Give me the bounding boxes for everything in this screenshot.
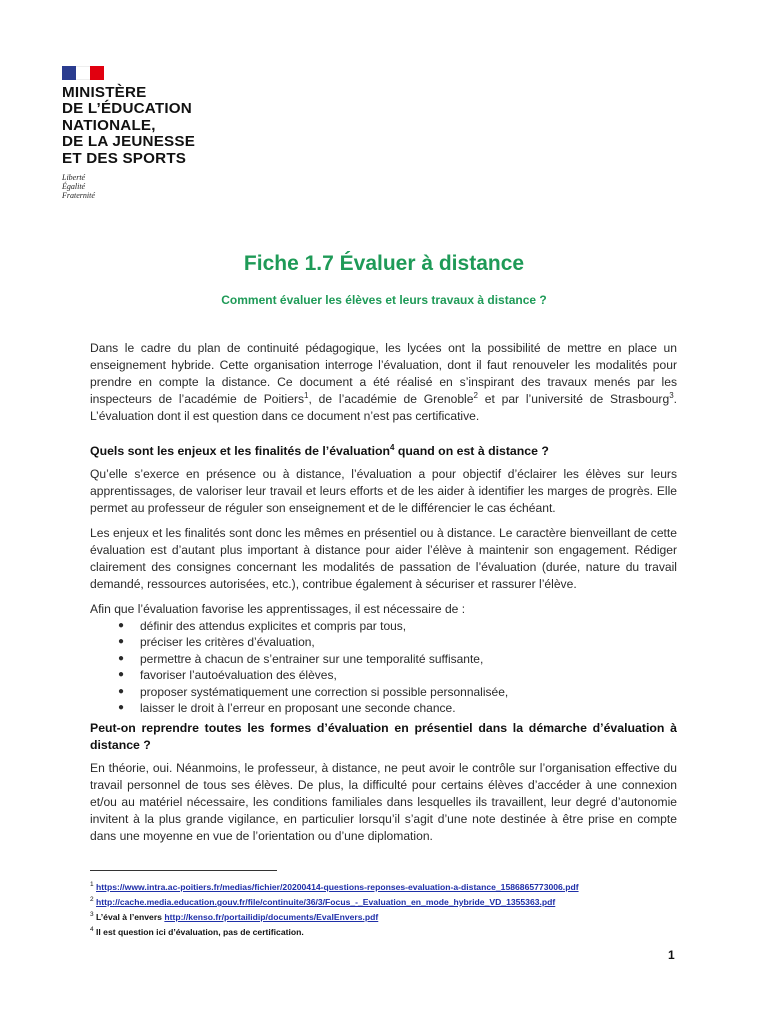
footnote-number: 4 bbox=[90, 926, 94, 933]
intro-text: Dans le cadre du plan de continuité pédagogique, les lycées ont la possibilité de mettre en place un enseignement hybride. Cette organisation interroge l’évaluation, dont il faut renouveler les modalités pour prendre en compte la distance. Ce document a été réalisé en s’inspirant des travaux menés par les inspecteurs de l’académie de Poitiers bbox=[90, 341, 677, 406]
motto-line: Égalité bbox=[62, 182, 86, 192]
footnote-text: L’éval à l’envers bbox=[96, 911, 165, 922]
footnote bbox=[90, 924, 304, 938]
footnote-number: 3 bbox=[90, 911, 94, 918]
ministry-line: MINISTÈRE bbox=[62, 84, 147, 101]
footnote bbox=[90, 879, 579, 893]
footnote-ref[interactable]: 1 bbox=[304, 390, 309, 400]
list-item: ● favoriser l’autoévaluation des élèves, bbox=[118, 668, 337, 683]
footnote bbox=[90, 894, 555, 908]
intro-text: et par l’université de Strasbourg bbox=[477, 392, 670, 406]
paragraph: En théorie, oui. Néanmoins, le professeur, à distance, ne peut avoir le contrôle sur l’organisation effective du travail personnel de tous ses élèves. De plus, la difficulté pour certains élèves d’accéder à une connexion et/ou au matériel nécessaire, les conditions familiales dans lesquelles ils travaillent, leur degré d’autonomie invitent à la plus grande vigilance, en particulier lorsqu’il s’agit d’une note destinée à être prise en compte dans une moyenne en vue de l’orientation ou d’une diplomation. bbox=[90, 761, 677, 843]
paragraph: Qu’elle s’exerce en présence ou à distance, l’évaluation a pour objectif d’éclairer les élèves sur leurs apprentissages, de valoriser leur travail et leurs efforts et de les aider à identifier les marges de progrès. Elle permet au professeur de réguler son enseignement et de le différencier le cas échéant. bbox=[90, 467, 677, 515]
heading-text: Quels sont les enjeux et les finalités de l’évaluation bbox=[90, 444, 391, 458]
footnote-ref[interactable]: 3 bbox=[669, 390, 674, 400]
footnote-number: 1 bbox=[90, 881, 94, 888]
motto-line: Fraternité bbox=[62, 191, 95, 201]
heading-text: quand on est à distance ? bbox=[394, 444, 549, 458]
page-title: Fiche 1.7 Évaluer à distance bbox=[243, 252, 525, 275]
intro-text: , de l’académie de Grenoble bbox=[308, 392, 474, 406]
requirements-list bbox=[90, 618, 677, 716]
heading-text: Peut-on reprendre toutes les formes d’évaluation en présentiel dans la démarche d’évaluation à distance ? bbox=[90, 721, 677, 752]
section1-body bbox=[90, 466, 677, 716]
motto-line: Liberté bbox=[62, 173, 86, 183]
footnote-text: Il est question ici d’évaluation, pas de certification. bbox=[96, 926, 304, 937]
page-number: 1 bbox=[668, 948, 675, 962]
section-heading bbox=[90, 720, 677, 754]
page-subtitle: Comment évaluer les élèves et leurs travaux à distance ? bbox=[221, 293, 547, 307]
ministry-line: ET DES SPORTS bbox=[62, 149, 187, 167]
paragraph: Les enjeux et les finalités sont donc les mêmes en présentiel ou à distance. Le caractère bienveillant de cette évaluation est d’autant plus important à distance pour aider l’élève à maintenir son engagement. Rédiger clairement des consignes concernant les modalités de passation de l’évaluation (durée, nature du travail demandé, ressources autorisées, etc.), contribue également à sécuriser et rassurer l’élève. bbox=[90, 526, 677, 591]
list-item: ● définir des attendus explicites et compris par tous, bbox=[118, 619, 407, 633]
footnote-link[interactable]: https://www.intra.ac-poitiers.fr/medias/fichier/20200414-questions-reponses-evaluation-a-distance_1586865773006.pdf bbox=[96, 881, 579, 892]
list-item: ● permettre à chacun de s’entrainer sur une temporalité suffisante, bbox=[118, 651, 484, 666]
footnote-divider bbox=[90, 870, 277, 871]
list-item: ● proposer systématiquement une correction si possible personnalisée, bbox=[118, 684, 509, 699]
ministry-line: DE LA JEUNESSE bbox=[62, 133, 196, 151]
list-item: ● préciser les critères d’évaluation, bbox=[118, 635, 315, 650]
republic-motto bbox=[62, 173, 222, 200]
section2-body bbox=[90, 760, 677, 845]
footnote bbox=[90, 909, 378, 923]
intro-text: . L’évaluation dont il est question dans ce document n’est pas certificative. bbox=[90, 392, 678, 423]
footnote-link[interactable]: http://kenso.fr/portailidip/documents/EvalEnvers.pdf bbox=[164, 911, 379, 922]
ministry-logo bbox=[62, 66, 222, 200]
ministry-line: NATIONALE, bbox=[62, 116, 156, 134]
footnote-link[interactable]: http://cache.media.education.gouv.fr/file/continuite/36/3/Focus_-_Evaluation_en_mode_hybride_VD_1355363.pdf bbox=[96, 896, 556, 907]
intro-paragraph bbox=[90, 340, 677, 425]
french-flag-icon bbox=[62, 66, 104, 80]
footnote-ref[interactable]: 2 bbox=[473, 390, 478, 400]
paragraph: Afin que l’évaluation favorise les apprentissages, il est nécessaire de : bbox=[90, 602, 466, 616]
footnote-ref[interactable]: 4 bbox=[390, 442, 395, 452]
ministry-line: DE L’ÉDUCATION bbox=[62, 100, 192, 118]
footnote-number: 2 bbox=[90, 896, 94, 903]
ministry-name bbox=[62, 85, 222, 167]
section-heading bbox=[90, 443, 677, 460]
list-item: ● laisser le droit à l’erreur en proposant une seconde chance. bbox=[118, 701, 456, 716]
